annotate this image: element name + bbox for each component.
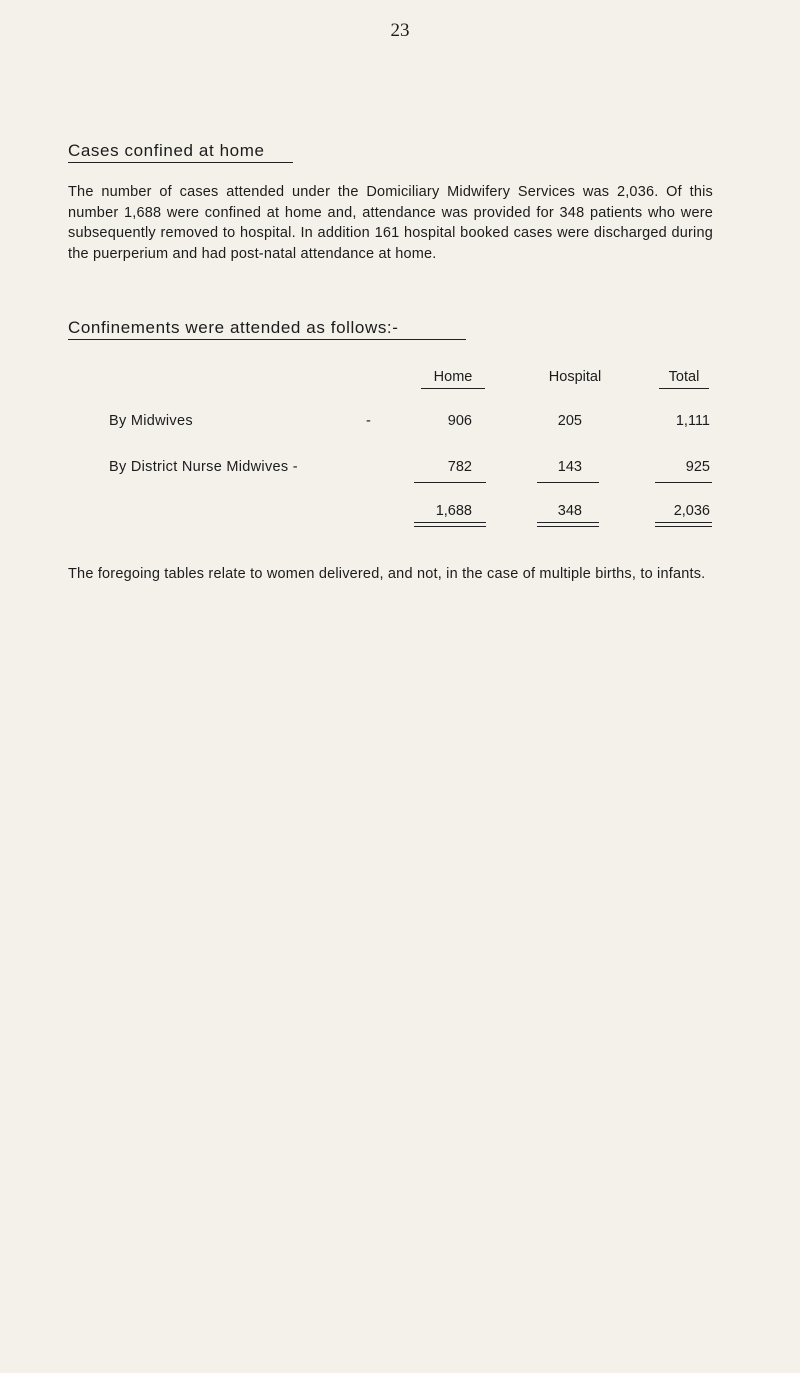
- row-label-district-nurse-midwives: By District Nurse Midwives -: [109, 459, 298, 475]
- footnote-paragraph: The foregoing tables relate to women delivered, and not, in the case of multiple births, to infants.: [68, 566, 706, 582]
- table-cell: 143: [557, 459, 582, 475]
- total-cell-hospital: 348: [557, 503, 582, 519]
- row-label-midwives: By Midwives: [109, 413, 193, 429]
- total-cell-total: 2,036: [673, 503, 710, 519]
- subtotal-rule-home: [414, 482, 486, 483]
- table-cell: 925: [685, 459, 710, 475]
- column-header-home-underline: [421, 388, 485, 389]
- total-double-rule-hospital: [537, 522, 599, 527]
- row-dash: -: [366, 413, 371, 429]
- table-cell: 1,111: [675, 413, 710, 429]
- intro-paragraph: The number of cases attended under the Domiciliary Midwifery Services was 2,036. Of this number 1,688 were confined at home and, attendance was provided for 348 patients who were subsequently removed to hospital. In addition 161 hospital booked cases were discharged during the puerperium and had post-natal attendance at home.: [68, 184, 713, 262]
- section-heading-cases-confined: Cases confined at home: [68, 141, 293, 163]
- column-header-total-underline: [659, 388, 709, 389]
- total-cell-home: 1,688: [435, 503, 472, 519]
- column-header-home: Home: [433, 369, 473, 385]
- table-cell: 906: [447, 413, 472, 429]
- section-heading-confinements: Confinements were attended as follows:-: [68, 318, 466, 340]
- page-number: 23: [390, 20, 410, 41]
- table-cell: 782: [447, 459, 472, 475]
- column-header-total: Total: [668, 369, 700, 385]
- column-header-hospital: Hospital: [548, 369, 602, 385]
- total-double-rule-total: [655, 522, 712, 527]
- subtotal-rule-hospital: [537, 482, 599, 483]
- total-double-rule-home: [414, 522, 486, 527]
- subtotal-rule-total: [655, 482, 712, 483]
- table-cell: 205: [557, 413, 582, 429]
